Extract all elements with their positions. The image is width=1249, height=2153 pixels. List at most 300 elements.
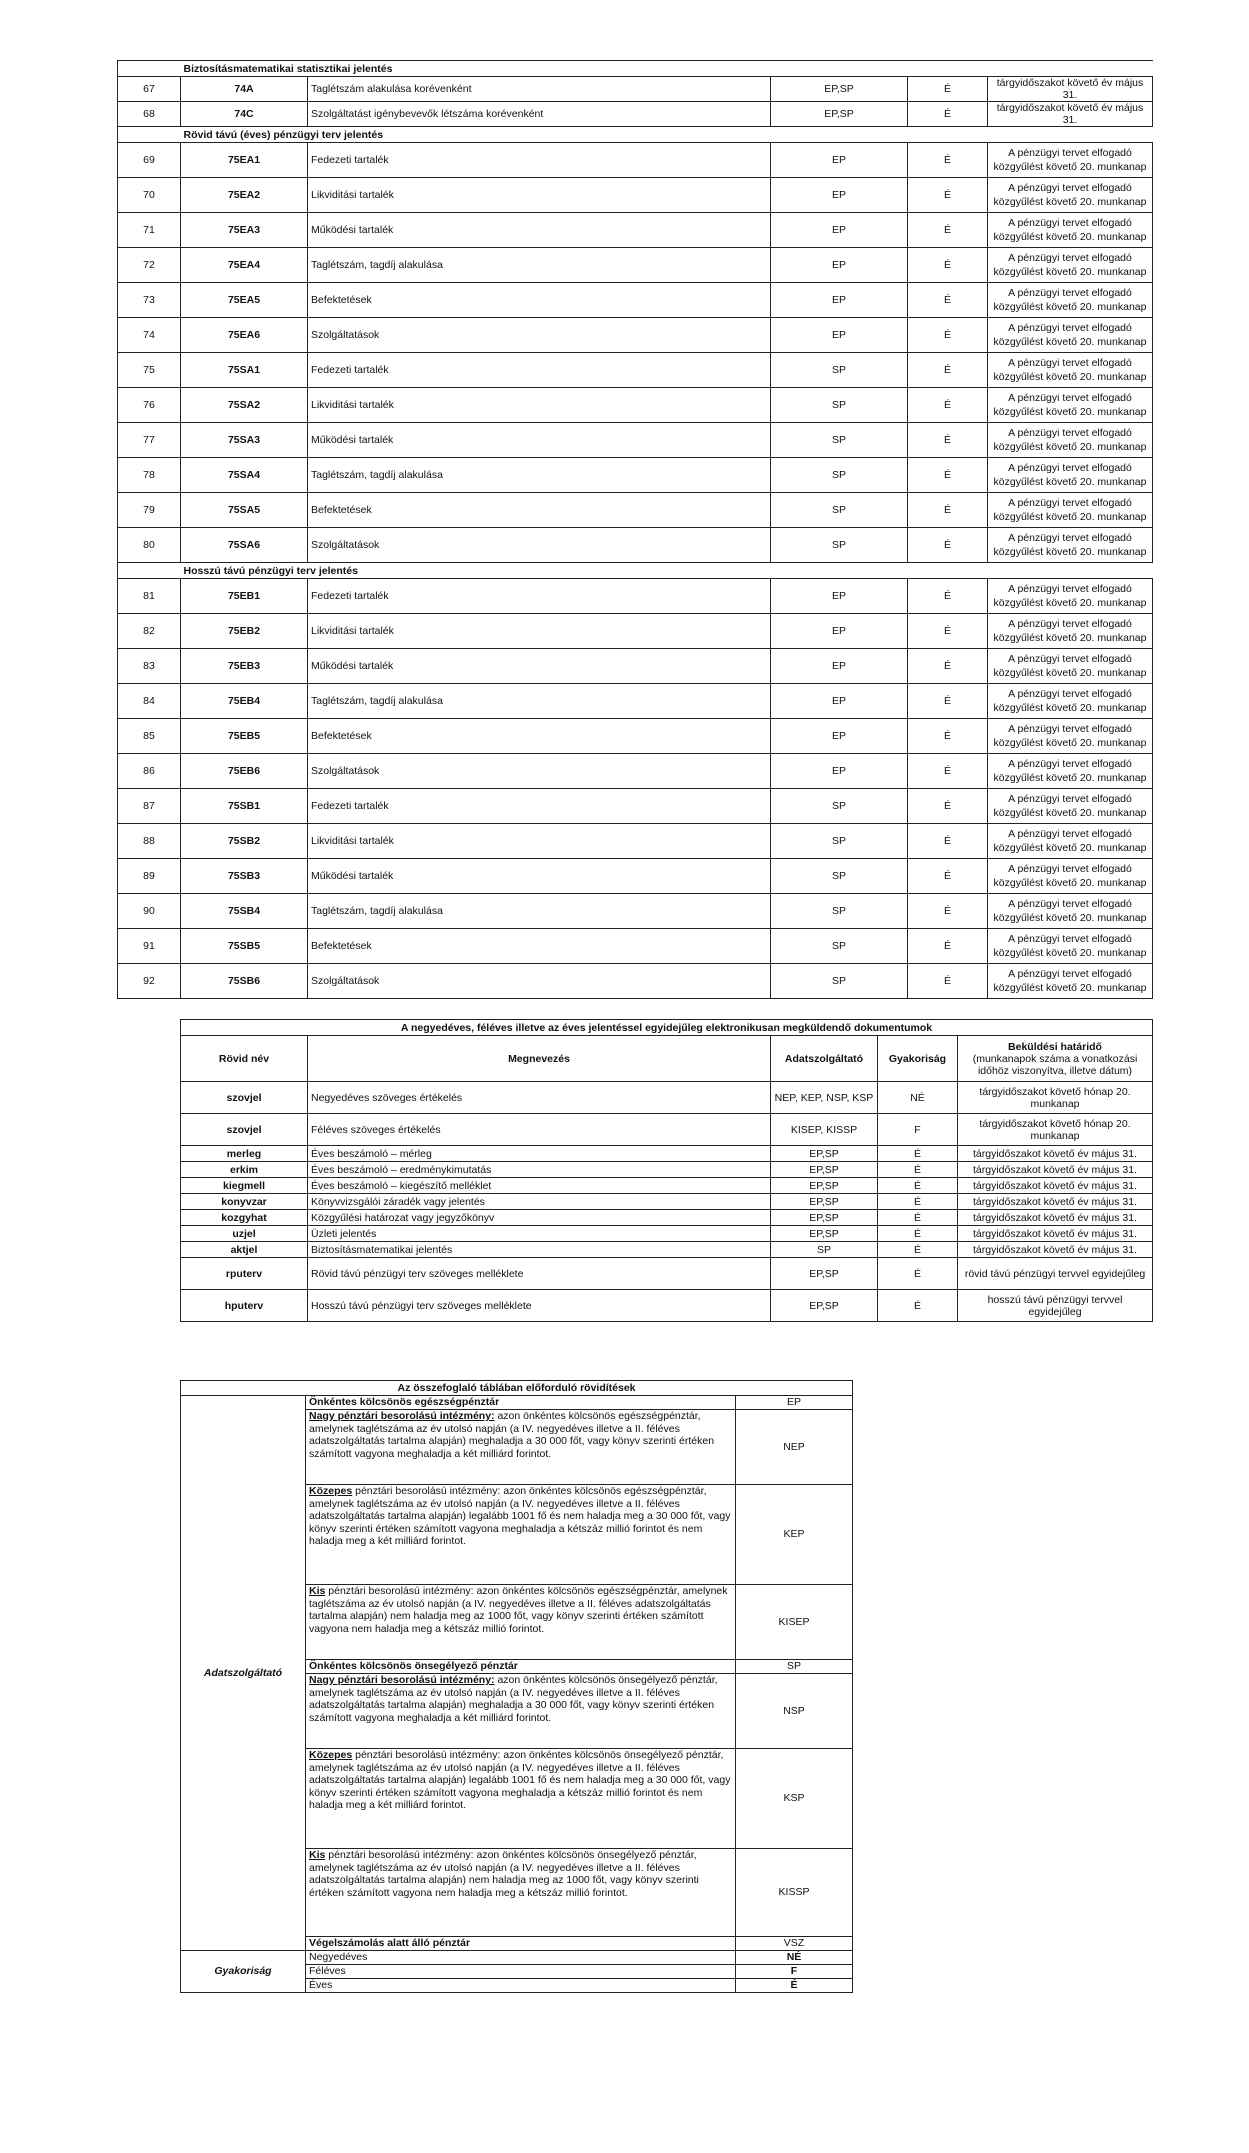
report-provider: SP bbox=[771, 388, 908, 423]
report-provider: EP bbox=[771, 248, 908, 283]
report-deadline: A pénzügyi tervet elfogadó közgyűlést követő 20. munkanap bbox=[988, 353, 1153, 388]
abbreviation-code: EP bbox=[736, 1396, 853, 1410]
section-title: Hosszú távú pénzügyi terv jelentés bbox=[181, 563, 1153, 579]
doc-name: Éves beszámoló – eredménykimutatás bbox=[308, 1162, 771, 1178]
doc-frequency: F bbox=[878, 1114, 958, 1146]
report-code: 75SB4 bbox=[181, 894, 308, 929]
report-code: 75EB5 bbox=[181, 719, 308, 754]
section-title: Biztosításmatematikai statisztikai jelentés bbox=[181, 61, 1153, 77]
report-provider: SP bbox=[771, 423, 908, 458]
doc-short-name: szovjel bbox=[181, 1082, 308, 1114]
table-row bbox=[118, 388, 1153, 423]
doc-name: Hosszú távú pénzügyi terv szöveges melléklete bbox=[308, 1290, 771, 1322]
doc-short-name: merleg bbox=[181, 1146, 308, 1162]
table-row bbox=[118, 614, 1153, 649]
doc-frequency: NÉ bbox=[878, 1082, 958, 1114]
report-code: 75EB6 bbox=[181, 754, 308, 789]
report-frequency: É bbox=[908, 824, 988, 859]
table-row bbox=[118, 929, 1153, 964]
abbreviations-table-title: Az összefoglaló táblában előforduló rövidítések bbox=[181, 1381, 853, 1396]
report-code: 75EB3 bbox=[181, 649, 308, 684]
row-number: 73 bbox=[118, 283, 181, 318]
report-code: 75SA6 bbox=[181, 528, 308, 563]
report-frequency: É bbox=[908, 77, 988, 102]
report-name: Befektetések bbox=[308, 719, 771, 754]
doc-provider: EP,SP bbox=[771, 1146, 878, 1162]
category-lead: Kis bbox=[309, 1585, 326, 1597]
report-name: Taglétszám, tagdíj alakulása bbox=[308, 458, 771, 493]
report-provider: EP bbox=[771, 754, 908, 789]
row-number: 89 bbox=[118, 859, 181, 894]
report-frequency: É bbox=[908, 929, 988, 964]
table-row bbox=[118, 77, 1153, 102]
doc-short-name: rputerv bbox=[181, 1258, 308, 1290]
row-number: 88 bbox=[118, 824, 181, 859]
doc-frequency: É bbox=[878, 1194, 958, 1210]
report-code: 75SB3 bbox=[181, 859, 308, 894]
report-deadline: A pénzügyi tervet elfogadó közgyűlést követő 20. munkanap bbox=[988, 649, 1153, 684]
report-frequency: É bbox=[908, 859, 988, 894]
category-lead: Közepes bbox=[309, 1485, 353, 1497]
report-frequency: É bbox=[908, 964, 988, 999]
abbreviation-description bbox=[306, 1660, 736, 1674]
category-lead: Közepes bbox=[309, 1749, 353, 1761]
table-row bbox=[118, 528, 1153, 563]
category-text: pénztári besorolású intézmény: azon önkéntes kölcsönös egészségpénztár, amelynek taglétszáma az év utolsó napján (a IV. negyedéves illetve a II. féléves adatszolgáltatás tartalma alapján) nem haladja meg az 1000 főt, vagy könyv szerinti értéken számított vagyona nem haladja meg a kétszáz millió forintot. bbox=[309, 1585, 728, 1635]
report-deadline: tárgyidőszakot követő év május 31. bbox=[988, 102, 1153, 127]
row-number: 70 bbox=[118, 178, 181, 213]
table-row bbox=[181, 1114, 1153, 1146]
section-spacer bbox=[118, 127, 181, 143]
report-deadline: A pénzügyi tervet elfogadó közgyűlést követő 20. munkanap bbox=[988, 579, 1153, 614]
category-text: azon önkéntes kölcsönös egészségpénztár, amelynek taglétszáma az év utolsó napján (a IV. negyedéves illetve a II. féléves adatszolgáltatás tartalma alapján) meghaladja a 30 000 főt, vagy könyv szerinti értéken számított vagyona meghaladja a két milliárd forintot. bbox=[309, 1410, 715, 1460]
frequency-code: NÉ bbox=[736, 1951, 853, 1965]
row-number: 84 bbox=[118, 684, 181, 719]
report-deadline: A pénzügyi tervet elfogadó közgyűlést követő 20. munkanap bbox=[988, 143, 1153, 178]
row-number: 85 bbox=[118, 719, 181, 754]
table-row bbox=[181, 1242, 1153, 1258]
row-number: 77 bbox=[118, 423, 181, 458]
row-number: 76 bbox=[118, 388, 181, 423]
category-title: Önkéntes kölcsönös egészségpénztár bbox=[309, 1396, 500, 1408]
report-frequency: É bbox=[908, 719, 988, 754]
table-row bbox=[118, 964, 1153, 999]
report-code: 74C bbox=[181, 102, 308, 127]
category-title: Önkéntes kölcsönös önsegélyező pénztár bbox=[309, 1660, 518, 1672]
category-text: pénztári besorolású intézmény: azon önkéntes kölcsönös önsegélyező pénztár, amelynek taglétszáma az év utolsó napján (a IV. negyedéves illetve a II. féléves adatszolgáltatás tartalma alapján) nem haladja meg az 1000 főt, vagy könyv szerinti értéken számított vagyona nem haladja meg a kétszáz millió forintot. bbox=[309, 1849, 699, 1899]
section-header bbox=[118, 61, 1153, 77]
report-code: 75EA2 bbox=[181, 178, 308, 213]
report-frequency: É bbox=[908, 318, 988, 353]
row-number: 92 bbox=[118, 964, 181, 999]
doc-name: Féléves szöveges értékelés bbox=[308, 1114, 771, 1146]
doc-short-name: uzjel bbox=[181, 1226, 308, 1242]
doc-short-name: kiegmell bbox=[181, 1178, 308, 1194]
report-deadline: A pénzügyi tervet elfogadó közgyűlést követő 20. munkanap bbox=[988, 213, 1153, 248]
doc-deadline: hosszú távú pénzügyi tervvel egyidejűleg bbox=[958, 1290, 1153, 1322]
doc-provider: EP,SP bbox=[771, 1290, 878, 1322]
doc-provider: EP,SP bbox=[771, 1258, 878, 1290]
report-deadline: A pénzügyi tervet elfogadó közgyűlést követő 20. munkanap bbox=[988, 719, 1153, 754]
row-number: 75 bbox=[118, 353, 181, 388]
report-code: 74A bbox=[181, 77, 308, 102]
abbreviation-code: KISSP bbox=[736, 1849, 853, 1937]
row-number: 74 bbox=[118, 318, 181, 353]
report-name: Szolgáltatások bbox=[308, 318, 771, 353]
doc-deadline: tárgyidőszakot követő év május 31. bbox=[958, 1242, 1153, 1258]
report-name: Taglétszám, tagdíj alakulása bbox=[308, 684, 771, 719]
report-name: Befektetések bbox=[308, 283, 771, 318]
section-spacer bbox=[118, 61, 181, 77]
row-number: 86 bbox=[118, 754, 181, 789]
group-frequency: Gyakoriság bbox=[181, 1951, 306, 1993]
abbreviation-code: VSZ bbox=[736, 1937, 853, 1951]
section-title: Rövid távú (éves) pénzügyi terv jelentés bbox=[181, 127, 1153, 143]
table-row bbox=[118, 102, 1153, 127]
report-frequency: É bbox=[908, 458, 988, 493]
row-number: 91 bbox=[118, 929, 181, 964]
table-row bbox=[118, 353, 1153, 388]
category-title: Végelszámolás alatt álló pénztár bbox=[309, 1937, 471, 1949]
doc-name: Üzleti jelentés bbox=[308, 1226, 771, 1242]
row-number: 67 bbox=[118, 77, 181, 102]
abbreviation-code: NSP bbox=[736, 1674, 853, 1749]
report-name: Működési tartalék bbox=[308, 423, 771, 458]
doc-frequency: É bbox=[878, 1290, 958, 1322]
doc-provider: KISEP, KISSP bbox=[771, 1114, 878, 1146]
report-name: Fedezeti tartalék bbox=[308, 579, 771, 614]
report-code: 75SA5 bbox=[181, 493, 308, 528]
report-name: Befektetések bbox=[308, 493, 771, 528]
report-deadline: A pénzügyi tervet elfogadó közgyűlést követő 20. munkanap bbox=[988, 614, 1153, 649]
doc-name: Negyedéves szöveges értékelés bbox=[308, 1082, 771, 1114]
table-row bbox=[118, 894, 1153, 929]
report-deadline: A pénzügyi tervet elfogadó közgyűlést követő 20. munkanap bbox=[988, 388, 1153, 423]
table-row bbox=[181, 1210, 1153, 1226]
doc-name: Biztosításmatematikai jelentés bbox=[308, 1242, 771, 1258]
report-name: Szolgáltatások bbox=[308, 964, 771, 999]
report-frequency: É bbox=[908, 684, 988, 719]
report-deadline: A pénzügyi tervet elfogadó közgyűlést követő 20. munkanap bbox=[988, 318, 1153, 353]
table-row bbox=[118, 458, 1153, 493]
section-spacer bbox=[118, 563, 181, 579]
report-frequency: É bbox=[908, 614, 988, 649]
report-name: Likviditási tartalék bbox=[308, 614, 771, 649]
report-frequency: É bbox=[908, 248, 988, 283]
doc-name: Könyvvizsgálói záradék vagy jelentés bbox=[308, 1194, 771, 1210]
report-name: Működési tartalék bbox=[308, 213, 771, 248]
report-name: Szolgáltatást igénybevevők létszáma korévenként bbox=[308, 102, 771, 127]
report-deadline: A pénzügyi tervet elfogadó közgyűlést követő 20. munkanap bbox=[988, 423, 1153, 458]
doc-short-name: aktjel bbox=[181, 1242, 308, 1258]
doc-provider: SP bbox=[771, 1242, 878, 1258]
doc-name: Közgyűlési határozat vagy jegyzőkönyv bbox=[308, 1210, 771, 1226]
abbreviation-code: SP bbox=[736, 1660, 853, 1674]
row-number: 87 bbox=[118, 789, 181, 824]
doc-deadline: tárgyidőszakot követő év május 31. bbox=[958, 1162, 1153, 1178]
report-provider: SP bbox=[771, 894, 908, 929]
report-frequency: É bbox=[908, 649, 988, 684]
group-provider: Adatszolgáltató bbox=[181, 1396, 306, 1951]
abbreviation-code: NEP bbox=[736, 1410, 853, 1485]
doc-deadline: rövid távú pénzügyi tervvel egyidejűleg bbox=[958, 1258, 1153, 1290]
table-row bbox=[118, 824, 1153, 859]
table-row bbox=[181, 1258, 1153, 1290]
report-deadline: A pénzügyi tervet elfogadó közgyűlést követő 20. munkanap bbox=[988, 824, 1153, 859]
report-provider: EP bbox=[771, 318, 908, 353]
table-row bbox=[118, 178, 1153, 213]
table-row bbox=[118, 318, 1153, 353]
report-frequency: É bbox=[908, 423, 988, 458]
table-row bbox=[181, 1290, 1153, 1322]
doc-deadline: tárgyidőszakot követő hónap 20. munkanap bbox=[958, 1082, 1153, 1114]
report-provider: SP bbox=[771, 929, 908, 964]
report-name: Működési tartalék bbox=[308, 859, 771, 894]
table-row bbox=[118, 649, 1153, 684]
report-code: 75EA4 bbox=[181, 248, 308, 283]
report-frequency: É bbox=[908, 213, 988, 248]
report-frequency: É bbox=[908, 754, 988, 789]
abbreviation-code: KSP bbox=[736, 1749, 853, 1849]
header-deadline-title: Beküldési határidő bbox=[1008, 1040, 1102, 1053]
doc-deadline: tárgyidőszakot követő év május 31. bbox=[958, 1178, 1153, 1194]
report-provider: EP bbox=[771, 684, 908, 719]
frequency-label: Éves bbox=[306, 1979, 736, 1993]
report-provider: EP bbox=[771, 178, 908, 213]
row-number: 90 bbox=[118, 894, 181, 929]
documents-table bbox=[180, 1019, 1153, 1322]
category-lead: Kis bbox=[309, 1849, 326, 1861]
abbreviation-description bbox=[306, 1585, 736, 1660]
report-name: Szolgáltatások bbox=[308, 528, 771, 563]
doc-short-name: kozgyhat bbox=[181, 1210, 308, 1226]
report-provider: EP,SP bbox=[771, 102, 908, 127]
report-name: Taglétszám alakulása korévenként bbox=[308, 77, 771, 102]
report-deadline: A pénzügyi tervet elfogadó közgyűlést követő 20. munkanap bbox=[988, 178, 1153, 213]
doc-provider: EP,SP bbox=[771, 1162, 878, 1178]
row-number: 83 bbox=[118, 649, 181, 684]
section-header bbox=[118, 563, 1153, 579]
row-number: 82 bbox=[118, 614, 181, 649]
table-row bbox=[118, 719, 1153, 754]
report-code: 75SB1 bbox=[181, 789, 308, 824]
report-provider: SP bbox=[771, 528, 908, 563]
table-row bbox=[118, 684, 1153, 719]
doc-name: Éves beszámoló – kiegészítő melléklet bbox=[308, 1178, 771, 1194]
table-row bbox=[118, 213, 1153, 248]
report-provider: EP bbox=[771, 719, 908, 754]
table-row bbox=[118, 789, 1153, 824]
report-name: Likviditási tartalék bbox=[308, 388, 771, 423]
doc-deadline: tárgyidőszakot követő év május 31. bbox=[958, 1226, 1153, 1242]
row-number: 80 bbox=[118, 528, 181, 563]
report-deadline: A pénzügyi tervet elfogadó közgyűlést követő 20. munkanap bbox=[988, 458, 1153, 493]
row-number: 69 bbox=[118, 143, 181, 178]
doc-frequency: É bbox=[878, 1178, 958, 1194]
doc-frequency: É bbox=[878, 1210, 958, 1226]
report-code: 75EB2 bbox=[181, 614, 308, 649]
doc-frequency: É bbox=[878, 1258, 958, 1290]
report-deadline: A pénzügyi tervet elfogadó közgyűlést követő 20. munkanap bbox=[988, 754, 1153, 789]
doc-provider: EP,SP bbox=[771, 1194, 878, 1210]
report-code: 75EB4 bbox=[181, 684, 308, 719]
header-deadline-sub: (munkanapok száma a vonatkozási időhöz viszonyítva, illetve dátum) bbox=[972, 1052, 1138, 1077]
report-deadline: A pénzügyi tervet elfogadó közgyűlést követő 20. munkanap bbox=[988, 248, 1153, 283]
report-code: 75EB1 bbox=[181, 579, 308, 614]
table-row bbox=[118, 248, 1153, 283]
doc-frequency: É bbox=[878, 1162, 958, 1178]
report-deadline: tárgyidőszakot követő év május 31. bbox=[988, 77, 1153, 102]
abbreviation-description bbox=[306, 1485, 736, 1585]
table-row bbox=[181, 1178, 1153, 1194]
report-provider: EP bbox=[771, 283, 908, 318]
report-frequency: É bbox=[908, 143, 988, 178]
doc-deadline: tárgyidőszakot követő év május 31. bbox=[958, 1146, 1153, 1162]
report-provider: SP bbox=[771, 458, 908, 493]
report-name: Likviditási tartalék bbox=[308, 824, 771, 859]
report-deadline: A pénzügyi tervet elfogadó közgyűlést követő 20. munkanap bbox=[988, 283, 1153, 318]
report-provider: SP bbox=[771, 824, 908, 859]
report-deadline: A pénzügyi tervet elfogadó közgyűlést követő 20. munkanap bbox=[988, 789, 1153, 824]
report-provider: EP,SP bbox=[771, 77, 908, 102]
report-name: Fedezeti tartalék bbox=[308, 353, 771, 388]
row-number: 71 bbox=[118, 213, 181, 248]
table-row bbox=[181, 1146, 1153, 1162]
doc-short-name: erkim bbox=[181, 1162, 308, 1178]
report-provider: SP bbox=[771, 859, 908, 894]
report-name: Taglétszám, tagdíj alakulása bbox=[308, 248, 771, 283]
report-code: 75EA3 bbox=[181, 213, 308, 248]
reports-table bbox=[117, 60, 1153, 999]
report-code: 75SB5 bbox=[181, 929, 308, 964]
report-frequency: É bbox=[908, 353, 988, 388]
report-deadline: A pénzügyi tervet elfogadó közgyűlést követő 20. munkanap bbox=[988, 528, 1153, 563]
report-name: Fedezeti tartalék bbox=[308, 143, 771, 178]
report-code: 75SA2 bbox=[181, 388, 308, 423]
report-code: 75EA6 bbox=[181, 318, 308, 353]
report-frequency: É bbox=[908, 102, 988, 127]
report-frequency: É bbox=[908, 579, 988, 614]
doc-short-name: szovjel bbox=[181, 1114, 308, 1146]
report-provider: SP bbox=[771, 493, 908, 528]
doc-short-name: hputerv bbox=[181, 1290, 308, 1322]
doc-deadline: tárgyidőszakot követő év május 31. bbox=[958, 1194, 1153, 1210]
report-provider: SP bbox=[771, 964, 908, 999]
abbreviation-description bbox=[306, 1849, 736, 1937]
frequency-code: É bbox=[736, 1979, 853, 1993]
report-provider: EP bbox=[771, 649, 908, 684]
frequency-label: Negyedéves bbox=[306, 1951, 736, 1965]
doc-name: Éves beszámoló – mérleg bbox=[308, 1146, 771, 1162]
report-code: 75EA1 bbox=[181, 143, 308, 178]
report-provider: EP bbox=[771, 614, 908, 649]
report-name: Befektetések bbox=[308, 929, 771, 964]
table-row bbox=[181, 1226, 1153, 1242]
row-number: 72 bbox=[118, 248, 181, 283]
report-code: 75SB6 bbox=[181, 964, 308, 999]
report-deadline: A pénzügyi tervet elfogadó közgyűlést követő 20. munkanap bbox=[988, 894, 1153, 929]
report-frequency: É bbox=[908, 493, 988, 528]
doc-frequency: É bbox=[878, 1146, 958, 1162]
abbreviations-table bbox=[180, 1380, 853, 1993]
report-provider: EP bbox=[771, 579, 908, 614]
category-text: azon önkéntes kölcsönös önsegélyező pénztár, amelynek taglétszáma az év utolsó napján (a IV. negyedéves illetve a II. féléves adatszolgáltatás tartalma alapján) meghaladja a 30 000 főt, vagy könyv szerinti értéken számított vagyona meghaladja a két milliárd forintot. bbox=[309, 1674, 718, 1724]
report-frequency: É bbox=[908, 283, 988, 318]
category-lead: Nagy pénztári besorolású intézmény: bbox=[309, 1410, 495, 1422]
table-row bbox=[118, 493, 1153, 528]
report-code: 75SA1 bbox=[181, 353, 308, 388]
doc-frequency: É bbox=[878, 1242, 958, 1258]
header-short: Rövid név bbox=[181, 1036, 308, 1082]
header-name: Megnevezés bbox=[308, 1036, 771, 1082]
doc-provider: EP,SP bbox=[771, 1178, 878, 1194]
report-frequency: É bbox=[908, 789, 988, 824]
report-name: Szolgáltatások bbox=[308, 754, 771, 789]
table-row bbox=[118, 859, 1153, 894]
report-provider: EP bbox=[771, 213, 908, 248]
table-row bbox=[118, 143, 1153, 178]
header-freq: Gyakoriság bbox=[878, 1036, 958, 1082]
report-code: 75SB2 bbox=[181, 824, 308, 859]
report-code: 75SA4 bbox=[181, 458, 308, 493]
report-frequency: É bbox=[908, 178, 988, 213]
report-code: 75EA5 bbox=[181, 283, 308, 318]
abbreviation-description bbox=[306, 1674, 736, 1749]
documents-table-title: A negyedéves, féléves illetve az éves jelentéssel egyidejűleg elektronikusan megküldendő dokumentumok bbox=[181, 1020, 1153, 1036]
doc-deadline: tárgyidőszakot követő hónap 20. munkanap bbox=[958, 1114, 1153, 1146]
table-row bbox=[181, 1162, 1153, 1178]
abbreviation-description bbox=[306, 1396, 736, 1410]
report-provider: EP bbox=[771, 143, 908, 178]
doc-short-name: konyvzar bbox=[181, 1194, 308, 1210]
category-text: pénztári besorolású intézmény: azon önkéntes kölcsönös önsegélyező pénztár, amelynek taglétszáma az év utolsó napján (a IV. negyedéves illetve a II. féléves adatszolgáltatás tartalma alapján) legalább 1001 fő és nem haladja meg a 30 000 főt, vagy könyv szerinti értéken számított vagyona meghaladja a kétszáz millió forintot és nem haladja meg a két milliárd forintot. bbox=[309, 1749, 731, 1811]
report-frequency: É bbox=[908, 528, 988, 563]
table-row bbox=[118, 754, 1153, 789]
abbreviation-code: KEP bbox=[736, 1485, 853, 1585]
doc-provider: EP,SP bbox=[771, 1226, 878, 1242]
doc-deadline: tárgyidőszakot követő év május 31. bbox=[958, 1210, 1153, 1226]
table-row bbox=[181, 1082, 1153, 1114]
category-text: pénztári besorolású intézmény: azon önkéntes kölcsönös egészségpénztár, amelynek taglétszáma az év utolsó napján (a IV. negyedéves illetve a II. féléves adatszolgáltatás tartalma alapján) legalább 1001 fő és nem haladja meg a 30 000 főt, vagy könyv szerinti értéken számított vagyona meghaladja a kétszáz millió forintot és nem haladja meg a két milliárd forintot. bbox=[309, 1485, 731, 1547]
doc-provider: EP,SP bbox=[771, 1210, 878, 1226]
table-row bbox=[181, 1396, 853, 1410]
report-frequency: É bbox=[908, 894, 988, 929]
table-row bbox=[181, 1951, 853, 1965]
abbreviation-code: KISEP bbox=[736, 1585, 853, 1660]
report-code: 75SA3 bbox=[181, 423, 308, 458]
abbreviation-description bbox=[306, 1937, 736, 1951]
row-number: 81 bbox=[118, 579, 181, 614]
report-deadline: A pénzügyi tervet elfogadó közgyűlést követő 20. munkanap bbox=[988, 964, 1153, 999]
row-number: 68 bbox=[118, 102, 181, 127]
table-row bbox=[118, 423, 1153, 458]
row-number: 79 bbox=[118, 493, 181, 528]
report-provider: SP bbox=[771, 353, 908, 388]
header-provider: Adatszolgáltató bbox=[771, 1036, 878, 1082]
frequency-label: Féléves bbox=[306, 1965, 736, 1979]
abbreviation-description bbox=[306, 1410, 736, 1485]
report-name: Fedezeti tartalék bbox=[308, 789, 771, 824]
report-deadline: A pénzügyi tervet elfogadó közgyűlést követő 20. munkanap bbox=[988, 859, 1153, 894]
table-row bbox=[118, 579, 1153, 614]
abbreviation-description bbox=[306, 1749, 736, 1849]
table-row bbox=[181, 1194, 1153, 1210]
report-name: Taglétszám, tagdíj alakulása bbox=[308, 894, 771, 929]
doc-provider: NEP, KEP, NSP, KSP bbox=[771, 1082, 878, 1114]
header-deadline bbox=[958, 1036, 1153, 1082]
report-provider: SP bbox=[771, 789, 908, 824]
row-number: 78 bbox=[118, 458, 181, 493]
